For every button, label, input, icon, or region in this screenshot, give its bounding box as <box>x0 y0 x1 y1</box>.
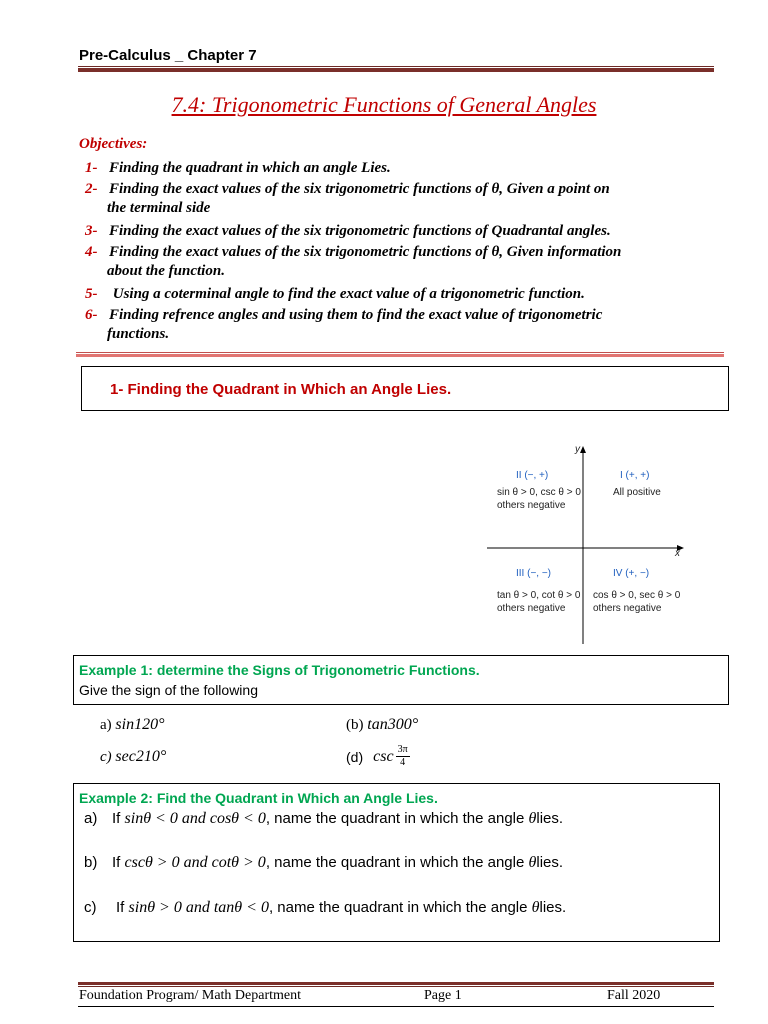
quadrant-4-rule: cos θ > 0, sec θ > 0 <box>593 590 681 601</box>
objective-4-continued: about the function. <box>107 263 225 279</box>
item-expression: tan300° <box>367 716 419 733</box>
objective-1 <box>85 158 391 179</box>
objectives-heading: Objectives: <box>79 136 148 152</box>
item-end: lies. <box>536 810 564 827</box>
quadrant-diagram <box>487 444 687 644</box>
item-expression: sec210° <box>115 748 167 765</box>
footer-rule-thick <box>78 982 714 985</box>
quadrant-2-label: II (−, +) <box>516 470 549 481</box>
quadrant-3-label: III (−, −) <box>516 568 552 579</box>
header-rule-thick <box>78 68 714 72</box>
item-label: b) <box>84 854 98 871</box>
objective-number: 3- <box>85 223 98 239</box>
section-separator-shadow <box>76 354 724 357</box>
header-rule-thin <box>78 66 714 67</box>
quadrant-2-note: others negative <box>497 500 566 511</box>
quadrant-4-note: others negative <box>593 603 662 614</box>
example-1-heading: Example 1: determine the Signs of Trigonometric Functions. <box>79 662 480 678</box>
item-end: lies. <box>539 899 567 916</box>
item-expression: sin120° <box>115 716 165 733</box>
item-label: a) <box>84 810 98 827</box>
example-2-item-c <box>84 899 566 917</box>
objective-2-continued: the terminal side <box>107 200 211 216</box>
example-1-item-c <box>100 748 166 766</box>
item-prefix: If <box>116 899 129 916</box>
item-label: a) <box>100 717 112 733</box>
quadrant-3-note: others negative <box>497 603 566 614</box>
item-question: , name the quadrant in which the angle <box>268 899 532 916</box>
footer-page-number: Page 1 <box>424 988 462 1003</box>
item-label: c) <box>100 749 112 765</box>
objective-number: 5- <box>85 286 98 302</box>
objective-text: Using a coterminal angle to find the exact value of a trigonometric function. <box>109 286 585 302</box>
item-label: (b) <box>346 717 364 733</box>
objective-number: 6- <box>85 307 98 323</box>
objective-text: Finding the exact values of the six trigonometric functions of θ, Given a point on <box>109 181 610 197</box>
header-title: Pre-Calculus _ Chapter 7 <box>79 47 257 64</box>
fraction <box>396 744 410 769</box>
item-condition: sinθ < 0 and cosθ < 0 <box>124 810 266 827</box>
item-label: (d) <box>346 748 364 765</box>
example-2-item-b <box>84 854 563 872</box>
item-label: c) <box>84 899 97 916</box>
page-title: 7.4: Trigonometric Functions of General Angles <box>171 92 597 117</box>
example-1-item-d <box>346 744 410 769</box>
section-1-title: 1- Finding the Quadrant in Which an Angle Lies. <box>110 381 452 398</box>
example-2-item-a <box>84 810 563 828</box>
section-separator <box>76 352 724 353</box>
quadrant-1-label: I (+, +) <box>620 470 650 481</box>
footer-term: Fall 2020 <box>607 988 661 1003</box>
objective-text: Finding the quadrant in which an angle Lies. <box>109 160 391 176</box>
item-question: , name the quadrant in which the angle <box>265 810 529 827</box>
quadrant-1-rule: All positive <box>613 487 661 498</box>
footer-rule-bottom <box>78 1006 714 1007</box>
objective-5 <box>85 284 585 305</box>
quadrant-2-rule: sin θ > 0, csc θ > 0 <box>497 487 581 498</box>
objective-number: 4- <box>85 244 98 260</box>
example-1-prompt: Give the sign of the following <box>79 682 258 698</box>
objective-2 <box>85 179 610 200</box>
example-1-item-a <box>100 716 164 734</box>
quadrant-3-rule: tan θ > 0, cot θ > 0 <box>497 590 581 601</box>
item-variable: θ <box>531 899 540 916</box>
footer-rule-thin <box>78 986 714 987</box>
objective-number: 1- <box>85 160 98 176</box>
item-variable: θ <box>528 810 537 827</box>
x-axis-label: x <box>675 548 680 559</box>
item-end: lies. <box>536 854 564 871</box>
item-condition: sinθ > 0 and tanθ < 0 <box>128 899 269 916</box>
objective-6-continued: functions. <box>107 326 170 342</box>
item-expression: csc <box>373 747 394 765</box>
y-axis-label: y <box>575 444 580 455</box>
objective-text: Finding the exact values of the six trigonometric functions of Quadrantal angles. <box>109 223 611 239</box>
objective-number: 2- <box>85 181 98 197</box>
quadrant-4-label: IV (+, −) <box>613 568 650 579</box>
footer-department: Foundation Program/ Math Department <box>79 988 302 1003</box>
objective-4 <box>85 242 621 263</box>
fraction-numerator: 3π <box>397 744 408 755</box>
fraction-denominator: 4 <box>400 757 406 768</box>
item-question: , name the quadrant in which the angle <box>265 854 529 871</box>
example-2-heading: Example 2: Find the Quadrant in Which an Angle Lies. <box>79 790 438 806</box>
item-condition: cscθ > 0 and cotθ > 0 <box>124 854 266 871</box>
example-1-item-b <box>346 716 418 734</box>
item-variable: θ <box>528 854 537 871</box>
item-prefix: If <box>112 810 125 827</box>
objective-text: Finding the exact values of the six trigonometric functions of θ, Given information <box>109 244 622 260</box>
objective-3 <box>85 221 611 242</box>
item-prefix: If <box>112 854 125 871</box>
objective-text: Finding refrence angles and using them to find the exact value of trigonometric <box>109 307 603 323</box>
objective-6 <box>85 305 602 326</box>
